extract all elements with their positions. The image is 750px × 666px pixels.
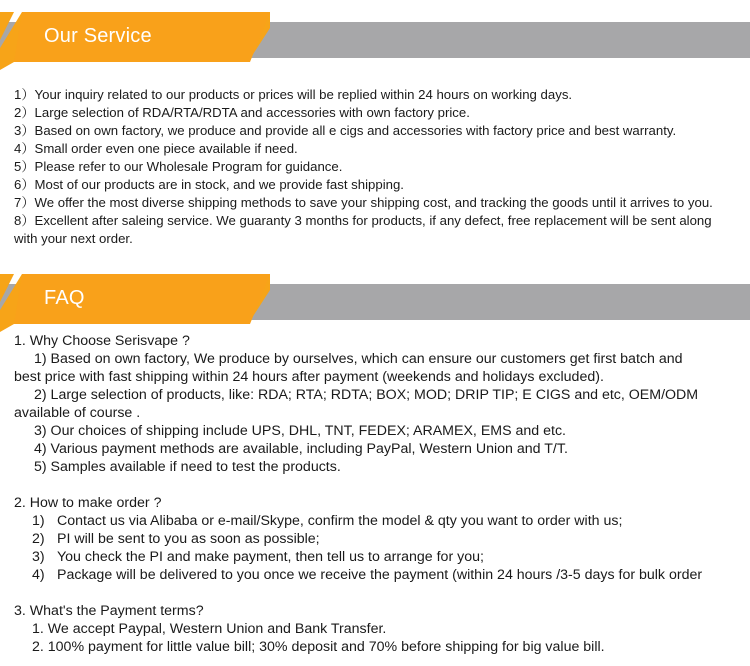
- service-list: [14, 86, 744, 248]
- list-item: 2）Large selection of RDA/RTA/RDTA and accessories with own factory price.: [14, 105, 470, 120]
- question-heading: 1. Why Choose Serisvape ?: [14, 333, 190, 349]
- list-item: 6）Most of our products are in stock, and we provide fast shipping.: [14, 177, 404, 192]
- answer-line: 2. 100% payment for little value bill; 30% deposit and 70% before shipping for big value bill.: [32, 639, 605, 655]
- answer-line: 1. We accept Paypal, Western Union and Bank Transfer.: [32, 621, 387, 637]
- list-item: 3）Based on own factory, we produce and provide all e cigs and accessories with factory price and best warranty.: [14, 123, 677, 138]
- answer-line: 3) Our choices of shipping include UPS, DHL, TNT, FEDEX; ARAMEX, EMS and etc.: [34, 423, 566, 439]
- list-item: [14, 512, 748, 530]
- item-text: PI will be sent to you as soon as possible;: [57, 531, 320, 547]
- question-heading: 3. What's the Payment terms?: [14, 603, 204, 619]
- faq-question-2: [14, 494, 748, 584]
- item-number: 1): [32, 513, 45, 529]
- list-item: [14, 530, 748, 548]
- answer-line: best price with fast shipping within 24 hours after payment (weekends and holidays excluded).: [14, 369, 604, 385]
- item-text: Package will be delivered to you once we receive the payment (within 24 hours /3-5 days for bulk order: [57, 567, 703, 583]
- banner-ribbon-graphic: [0, 274, 750, 332]
- list-item: 5）Please refer to our Wholesale Program for guidance.: [14, 159, 343, 174]
- service-banner: [0, 12, 750, 70]
- item-text: Contact us via Alibaba or e-mail/Skype, confirm the model & qty you want to order with us;: [57, 513, 623, 529]
- faq-question-3: [14, 602, 748, 656]
- answer-line: available of course .: [14, 405, 141, 421]
- answer-line: 4) Various payment methods are available, including PayPal, Western Union and T/T.: [34, 441, 568, 457]
- list-item: 8）Excellent after saleing service. We guaranty 3 months for products, if any defect, free replacement will be sent along: [14, 213, 712, 228]
- faq-question-1: [14, 332, 748, 476]
- faq-title: FAQ: [44, 287, 85, 309]
- faq-banner: [0, 274, 750, 332]
- question-heading: 2. How to make order ?: [14, 495, 162, 511]
- item-number: 4): [32, 567, 45, 583]
- item-text: You check the PI and make payment, then tell us to arrange for you;: [57, 549, 484, 565]
- item-number: 2): [32, 531, 45, 547]
- list-item: [14, 548, 748, 566]
- answer-line: 5) Samples available if need to test the products.: [34, 459, 341, 475]
- list-item: 1）Your inquiry related to our products or prices will be replied within 24 hours on working days.: [14, 87, 573, 102]
- list-item: [14, 566, 748, 584]
- answer-line: 1) Based on own factory, We produce by ourselves, which can ensure our customers get first batch and: [34, 351, 683, 367]
- list-item: with your next order.: [14, 231, 133, 246]
- answer-line: 2) Large selection of products, like: RDA; RTA; RDTA; BOX; MOD; DRIP TIP; E CIGS and etc, OEM/ODM: [34, 387, 699, 403]
- list-item: 4）Small order even one piece available if need.: [14, 141, 298, 156]
- item-number: 3): [32, 549, 45, 565]
- service-title: Our Service: [44, 25, 152, 47]
- list-item: 7）We offer the most diverse shipping methods to save your shipping cost, and tracking the goods until it arrives to you.: [14, 195, 713, 210]
